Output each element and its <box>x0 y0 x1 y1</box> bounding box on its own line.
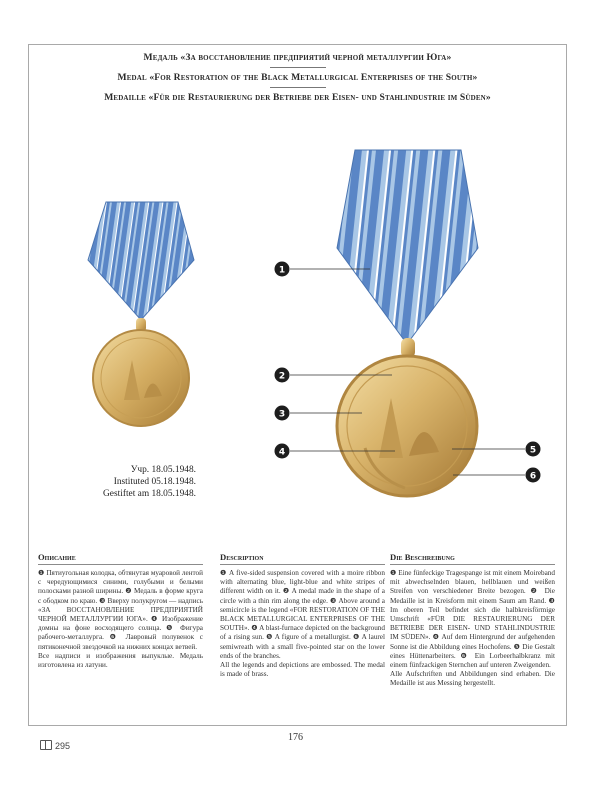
title-english: Medal «For Restoration of the Black Metallurgical Enterprises of the South» <box>117 72 478 83</box>
caption-german: Gestiftet am 18.05.1948. <box>103 489 196 499</box>
book-icon <box>40 740 52 750</box>
svg-text:5: 5 <box>529 445 537 456</box>
column-heading: Описание <box>38 552 203 565</box>
page-number: 176 <box>288 732 303 743</box>
column-heading: Die Beschreibung <box>390 552 555 565</box>
callout-marker-3 <box>274 405 290 421</box>
column-text: ❶ Eine fünfeckige Tragespange ist mit einem Moireband mit abwechselnden blauen, hellblauen und weißen Streifen von verschiedener Breite bezogen. ❷ Die Medaille ist in Kreisform mit einem Saum am Rand. ❸ Im oberen Teil befindet sich die halbkreisförmige Umschrift «FÜR DIE RESTAURIERUNG DER BETRIEBE DER EISEN- UND STAHLINDUSTRIE IM SÜDEN». ❹ Auf dem Hintergrund der aufgehenden Sonne ist die Abbildung eines Hochofens. ❺ Die Gestalt eines Hüttenarbeiters. ❻ Ein Lorbeerhalbkranz mit einem fünfzackigen Sternchen auf unteren Zweigenden. Alle Aufschriften und Abbildungen sind erhaben. Die Medaille ist aus Messing hergestellt. <box>390 569 555 688</box>
svg-text:1: 1 <box>278 265 286 276</box>
book-reference <box>40 740 70 751</box>
title-russian: Медаль «За восстановление предприятий черной металлургии Юга» <box>143 52 452 63</box>
callout-marker-4 <box>274 443 290 459</box>
title-german: Medaille «Für die Restaurierung der Betriebe der Eisen- und Stahlindustrie im Süden» <box>104 92 491 103</box>
description-column-german <box>390 552 555 689</box>
svg-text:3: 3 <box>278 409 286 420</box>
column-text: ❶ A five-sided suspension covered with a moire ribbon with alternating blue, light-blue and white stripes of different width on it. ❷ A medal made in the shape of a circle with a thin rim along the edge. ❸ Above around a semicircle is the legend «FOR RESTORATION OF THE BLACK METALLURGICAL ENTERPRISES OF THE SOUTH». ❹ A blast-furnace depicted on the background of a rising sun. ❺ A figure of a metallurgist. ❻ A laurel semiwreath with a small five-pointed star on the lower ends of the branches. All the legends and depictions are embossed. The medal is made of brass. <box>220 569 385 679</box>
callout-marker-1 <box>274 261 290 277</box>
caption-russian: Учр. 18.05.1948. <box>130 465 196 475</box>
book-reference-number: 295 <box>55 741 71 751</box>
description-column-russian <box>38 552 203 670</box>
callout-marker-2 <box>274 367 290 383</box>
callout-marker-5 <box>525 441 541 457</box>
callout-marker-6 <box>525 467 541 483</box>
svg-text:2: 2 <box>278 371 286 382</box>
column-heading: Description <box>220 552 385 565</box>
description-column-english <box>220 552 385 679</box>
caption-english: Instituted 05.18.1948. <box>113 477 196 487</box>
svg-text:6: 6 <box>529 471 537 482</box>
svg-text:4: 4 <box>278 447 286 458</box>
column-text: ❶ Пятиугольная колодка, обтянутая муаровой лентой с чередующимися синими, голубыми и белыми полосками разной ширины. ❷ Медаль в форме круга с ободком по краю. ❸ Вверху полукругом — надпись «ЗА ВОССТАНОВЛЕНИЕ ПРЕДПРИЯТИЙ ЧЕРНОЙ МЕТАЛЛУРГИИ ЮГА». ❹ Изображение домны на фоне восходящего солнца. ❺ Фигура рабочего-металлурга. ❻ Лавровый полувенок с пятиконечной звездочкой на нижних концах ветвей. Все надписи и изображения выпуклые. Медаль изготовлена из латуни. <box>38 569 203 670</box>
